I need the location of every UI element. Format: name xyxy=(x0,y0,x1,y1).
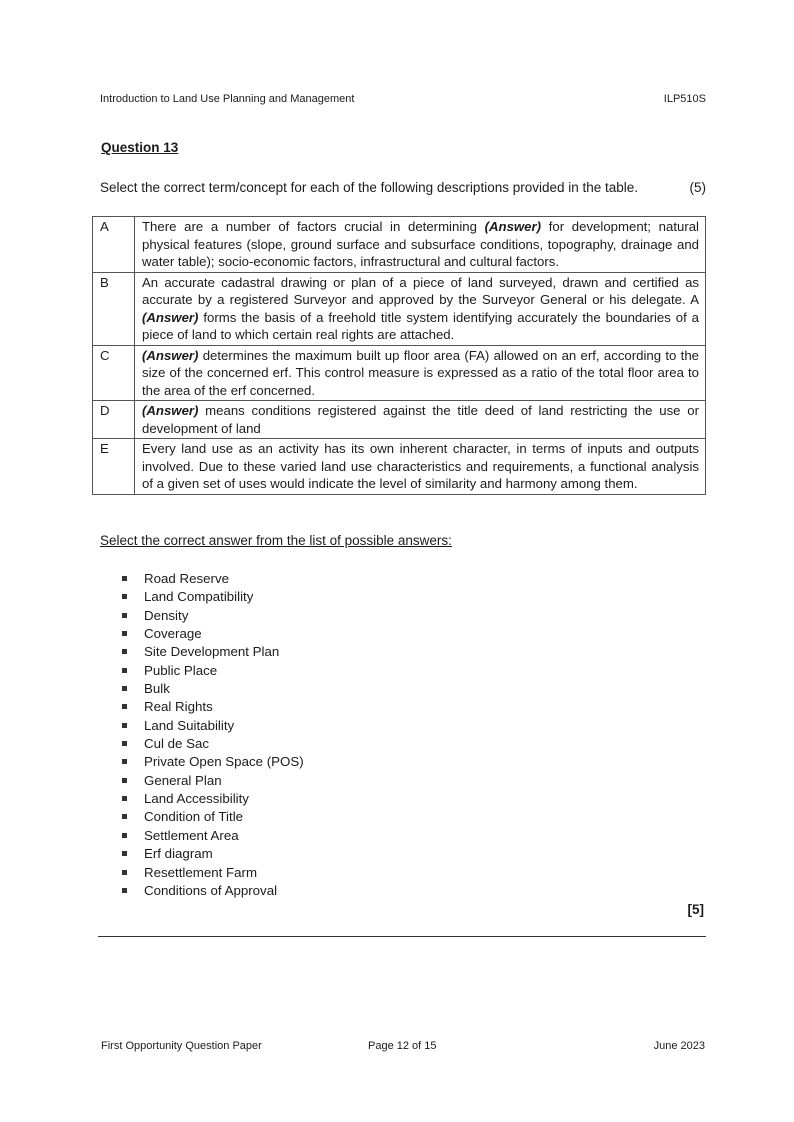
list-item xyxy=(122,662,304,680)
row-letter: E xyxy=(93,439,135,495)
footer-date: June 2023 xyxy=(653,1040,705,1052)
answer-placeholder: (Answer) xyxy=(142,403,199,418)
list-item xyxy=(122,753,304,771)
square-bullet-icon xyxy=(122,576,127,581)
table-row xyxy=(93,401,706,439)
answer-placeholder: (Answer) xyxy=(142,347,199,363)
square-bullet-icon xyxy=(122,778,127,783)
list-item xyxy=(122,680,304,698)
row-letter: C xyxy=(93,345,135,401)
answer-option: Private Open Space (POS) xyxy=(144,754,304,770)
square-bullet-icon xyxy=(122,888,127,893)
square-bullet-icon xyxy=(122,668,127,673)
answer-option: Public Place xyxy=(144,662,218,678)
description-text: determines the maximum built up floor area (FA) allowed on an erf, according to the size of the concerned erf. This control measure is expressed as a ratio of the total floor area to the area of the erf concerned. xyxy=(142,347,699,398)
square-bullet-icon xyxy=(122,759,127,764)
list-item xyxy=(122,772,304,790)
list-item xyxy=(122,607,304,625)
answer-option: Conditions of Approval xyxy=(144,882,278,898)
row-description xyxy=(135,439,706,495)
list-item xyxy=(122,735,304,753)
square-bullet-icon xyxy=(122,870,127,875)
square-bullet-icon xyxy=(122,723,127,728)
row-letter: D xyxy=(93,401,135,439)
list-item xyxy=(122,808,304,826)
square-bullet-icon xyxy=(122,741,127,746)
answer-option: Settlement Area xyxy=(144,827,239,843)
square-bullet-icon xyxy=(122,594,127,599)
description-text: Every land use as an activity has its own inherent character, in terms of inputs and outputs involved. Due to these varied land use characteristics and requirements, a functional analysis of a given set of uses would indicate the level of similarity and harmony among them. xyxy=(142,441,699,491)
square-bullet-icon xyxy=(122,814,127,819)
header-course-title: Introduction to Land Use Planning and Management xyxy=(100,93,355,105)
description-text: for development; natural physical features (slope, ground surface and subsurface conditions, topography, drainage and water table); socio-economic factors, infrastructural and cultural factors. xyxy=(142,219,699,269)
answer-options-list xyxy=(122,570,304,900)
row-description xyxy=(135,345,706,401)
list-item xyxy=(122,717,304,735)
answer-option: General Plan xyxy=(144,772,222,788)
header-course-code: ILP510S xyxy=(663,93,706,105)
table-row xyxy=(93,345,706,401)
answer-option: Road Reserve xyxy=(144,571,229,586)
answer-option: Real Rights xyxy=(144,699,213,715)
list-item xyxy=(122,882,304,900)
description-text: There are a number of factors crucial in determining xyxy=(142,219,485,234)
list-item xyxy=(122,790,304,808)
square-bullet-icon xyxy=(122,704,127,709)
horizontal-divider xyxy=(98,936,706,937)
answer-list-heading: Select the correct answer from the list of possible answers: xyxy=(100,533,452,548)
square-bullet-icon xyxy=(122,631,127,636)
table-row xyxy=(93,272,706,345)
description-text: An accurate cadastral drawing or plan of a piece of land surveyed, drawn and certified as accurate by a registered Surveyor and approved by the Surveyor General or his delegate. A xyxy=(142,274,699,307)
footer-page-number: Page 12 of 15 xyxy=(368,1040,437,1052)
row-letter: A xyxy=(93,217,135,273)
list-item xyxy=(122,625,304,643)
descriptions-table xyxy=(92,216,706,495)
square-bullet-icon xyxy=(122,833,127,838)
square-bullet-icon xyxy=(122,851,127,856)
answer-option: Coverage xyxy=(144,626,202,642)
answer-placeholder: (Answer) xyxy=(142,309,199,325)
question-instruction xyxy=(100,180,706,195)
answer-option: Condition of Title xyxy=(144,809,244,825)
question-marks: (5) xyxy=(689,180,706,195)
instruction-text: Select the correct term/concept for each of the following descriptions provided in the table. xyxy=(100,180,639,195)
answer-option: Land Compatibility xyxy=(144,589,254,605)
total-marks: [5] xyxy=(687,902,704,917)
row-description xyxy=(135,217,706,273)
description-text: means conditions registered against the title deed of land restricting the use or development of land xyxy=(142,403,699,436)
footer-paper-type: First Opportunity Question Paper xyxy=(101,1040,262,1052)
table-row xyxy=(93,439,706,495)
table-row xyxy=(93,217,706,273)
list-item xyxy=(122,588,304,606)
list-item xyxy=(122,643,304,661)
answer-option: Site Development Plan xyxy=(144,644,280,660)
answer-option: Land Accessibility xyxy=(144,791,249,807)
list-item xyxy=(122,864,304,882)
square-bullet-icon xyxy=(122,686,127,691)
row-letter: B xyxy=(93,272,135,345)
list-item xyxy=(122,827,304,845)
list-item xyxy=(122,845,304,863)
answer-option: Cul de Sac xyxy=(144,736,210,752)
answer-option: Resettlement Farm xyxy=(144,864,258,880)
row-description xyxy=(135,272,706,345)
list-item xyxy=(122,570,304,588)
square-bullet-icon xyxy=(122,613,127,618)
description-text: forms the basis of a freehold title system identifying accurately the boundaries of a piece of land to which certain real rights are attached. xyxy=(142,309,699,342)
row-description xyxy=(135,401,706,439)
square-bullet-icon xyxy=(122,796,127,801)
answer-option: Bulk xyxy=(144,681,170,697)
answer-placeholder: (Answer) xyxy=(484,219,542,234)
answer-option: Density xyxy=(144,607,189,623)
answer-option: Land Suitability xyxy=(144,717,235,733)
answer-option: Erf diagram xyxy=(144,846,213,862)
list-item xyxy=(122,698,304,716)
question-title: Question 13 xyxy=(101,140,179,155)
square-bullet-icon xyxy=(122,649,127,654)
